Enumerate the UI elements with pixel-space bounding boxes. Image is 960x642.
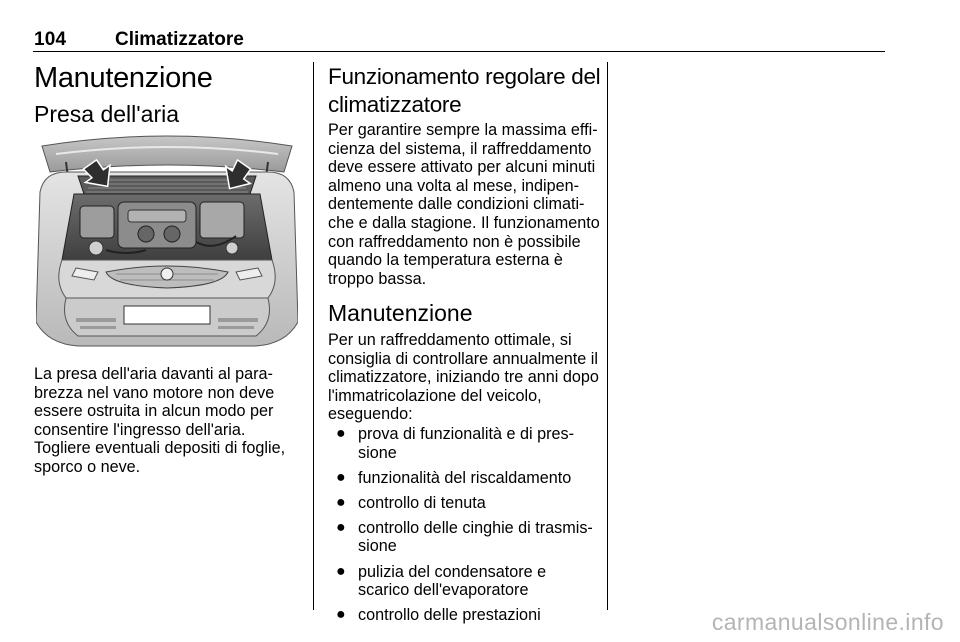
air-intake-paragraph	[34, 365, 304, 477]
title-line: Funzionamento regolare del	[328, 64, 601, 89]
text-line: sporco o neve.	[34, 457, 141, 476]
text-line: consiglia di controllare annualmente il	[328, 349, 598, 368]
operation-paragraph	[328, 121, 602, 288]
text-line: Per garantire sempre la massima effi-	[328, 121, 598, 139]
text-line: con raffreddamento non è possibile	[328, 232, 581, 251]
text-line: deve essere attivato per alcuni minuti	[328, 158, 596, 177]
section-title: Manutenzione	[34, 62, 213, 94]
list-item-line: prova di funzionalità e di pres-	[358, 425, 574, 443]
text-line: eseguendo:	[328, 405, 413, 424]
list-item	[330, 469, 600, 488]
watermark[interactable]: carmanualsonline.info	[711, 609, 944, 635]
text-line: brezza nel vano motore non deve	[34, 383, 275, 402]
list-item-line: sione	[358, 443, 397, 462]
text-line: consentire l'ingresso dell'aria.	[34, 420, 246, 439]
bullet-icon: ●	[336, 425, 346, 442]
section-title: Manutenzione	[328, 300, 473, 326]
list-item-line: sione	[358, 537, 397, 556]
bullet-icon: ●	[336, 606, 346, 624]
list-item-line: controllo di tenuta	[358, 493, 486, 512]
header-rule	[33, 51, 885, 52]
list-item	[330, 563, 600, 600]
column-divider-right	[607, 62, 608, 610]
list-item-line: funzionalità del riscaldamento	[358, 468, 572, 487]
list-item	[330, 519, 600, 556]
text-line: cienza del sistema, il raffreddamento	[328, 139, 592, 158]
maintenance-list	[330, 425, 600, 631]
list-item	[330, 606, 600, 625]
text-line: climatizzatore, iniziando tre anni dopo	[328, 368, 599, 387]
maintenance-intro	[328, 331, 602, 424]
column-divider-left	[313, 62, 314, 610]
text-line: Togliere eventuali depositi di foglie,	[34, 439, 286, 458]
list-item	[330, 425, 600, 462]
text-line: Per un raffreddamento ottimale, si	[328, 331, 572, 349]
list-item-line: pulizia del condensatore e	[358, 562, 547, 581]
bullet-icon: ●	[336, 518, 346, 536]
title-line: climatizzatore	[328, 92, 462, 117]
page-number: 104	[34, 29, 67, 50]
text-line: almeno una volta al mese, indipen-	[328, 176, 580, 195]
subsection-title: Presa dell'aria	[34, 101, 180, 127]
text-line: essere ostruita in alcun modo per	[34, 402, 274, 421]
engine-bay-illustration	[36, 132, 298, 350]
list-item-line: controllo delle cinghie di trasmis-	[358, 518, 593, 537]
chapter-title: Climatizzatore	[115, 29, 244, 50]
list-item	[330, 494, 600, 513]
section-title	[328, 63, 600, 119]
text-line: La presa dell'aria davanti al para-	[34, 365, 273, 383]
text-line: che e dalla stagione. Il funzionamento	[328, 213, 600, 232]
list-item-line: scarico dell'evaporatore	[358, 581, 529, 600]
bullet-icon: ●	[336, 493, 346, 511]
bullet-icon: ●	[336, 562, 346, 580]
bullet-icon: ●	[336, 468, 346, 486]
text-line: troppo bassa.	[328, 269, 427, 288]
text-line: l'immatricolazione del veicolo,	[328, 386, 542, 405]
text-line: dentemente dalle condizioni climati-	[328, 195, 585, 214]
text-line: quando la temperatura esterna è	[328, 251, 563, 270]
list-item-line: controllo delle prestazioni	[358, 606, 541, 625]
